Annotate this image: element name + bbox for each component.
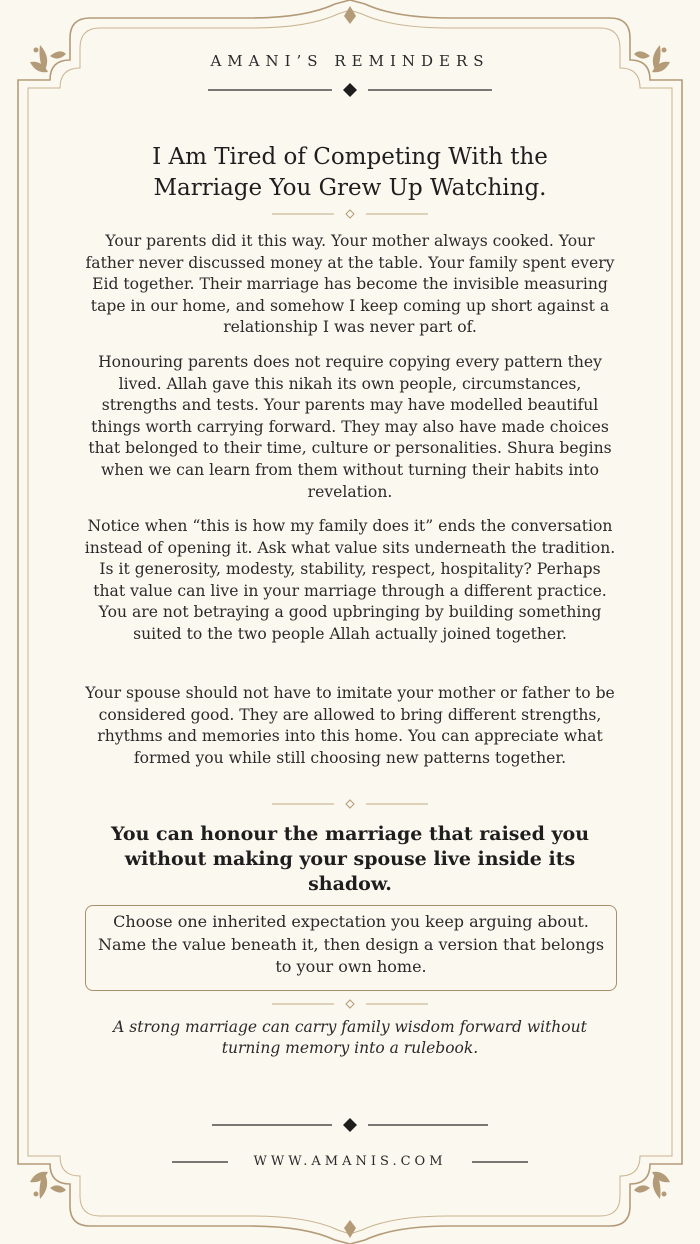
top-center-ornament-icon [344, 6, 356, 24]
title-line-2: Marriage You Grew Up Watching. [153, 175, 547, 201]
body-paragraph-1: Your parents did it this way. Your mother always cooked. Your father never discussed money at the table. Your family spent every Eid together. Their marriage has become the invisible measuring tape in our home, and somehow I keep coming up short against a relationship I was never part of. [85, 232, 615, 337]
body-paragraph-4: Your spouse should not have to imitate your mother or father to be considered good. They are allowed to bring different strengths, rhythms and memories into this home. You can appreciate what formed you while still choosing new patterns together. [85, 684, 615, 767]
footer-divider [212, 1118, 488, 1132]
action-box-text: Choose one inherited expectation you keep arguing about. Name the value beneath it, then design a version that belongs to your own home. [97, 912, 605, 976]
fleur-icon-bottom-right [634, 1172, 670, 1199]
article-title [0, 142, 700, 204]
box-divider [272, 1000, 428, 1008]
fleur-icon-bottom-left [30, 1172, 66, 1199]
website-link[interactable]: WWW.AMANIS.COM [253, 1154, 447, 1169]
title-divider [272, 210, 428, 218]
title-line-1: I Am Tired of Competing With the [152, 144, 548, 170]
header-divider [208, 83, 492, 97]
bottom-center-ornament-icon [344, 1220, 356, 1238]
closing-line: A strong marriage can carry family wisdom forward without turning memory into a rulebook. [113, 1018, 587, 1057]
pull-quote: You can honour the marriage that raised you without making your spouse live inside its shadow. [110, 823, 590, 895]
body-paragraph-3: Notice when “this is how my family does it” ends the conversation instead of opening it. Ask what value sits underneath the tradition. Is it generosity, modesty, stability, respect, hospitality? Perhaps that value can live in your marriage through a different practice. You are not betraying a good upbringing by building something suited to the two people Allah actually joined together. [84, 517, 616, 643]
body-paragraph-2: Honouring parents does not require copying every pattern they lived. Allah gave this nikah its own people, circumstances, strengths and tests. Your parents may have modelled beautiful things worth carrying forward. They may also have made choices that belonged to their time, culture or personalities. Shura begins when we can learn from them without turning their habits into revelation. [88, 353, 612, 501]
body-divider [272, 800, 428, 808]
brand-header: AMANI’S REMINDERS [210, 52, 490, 70]
